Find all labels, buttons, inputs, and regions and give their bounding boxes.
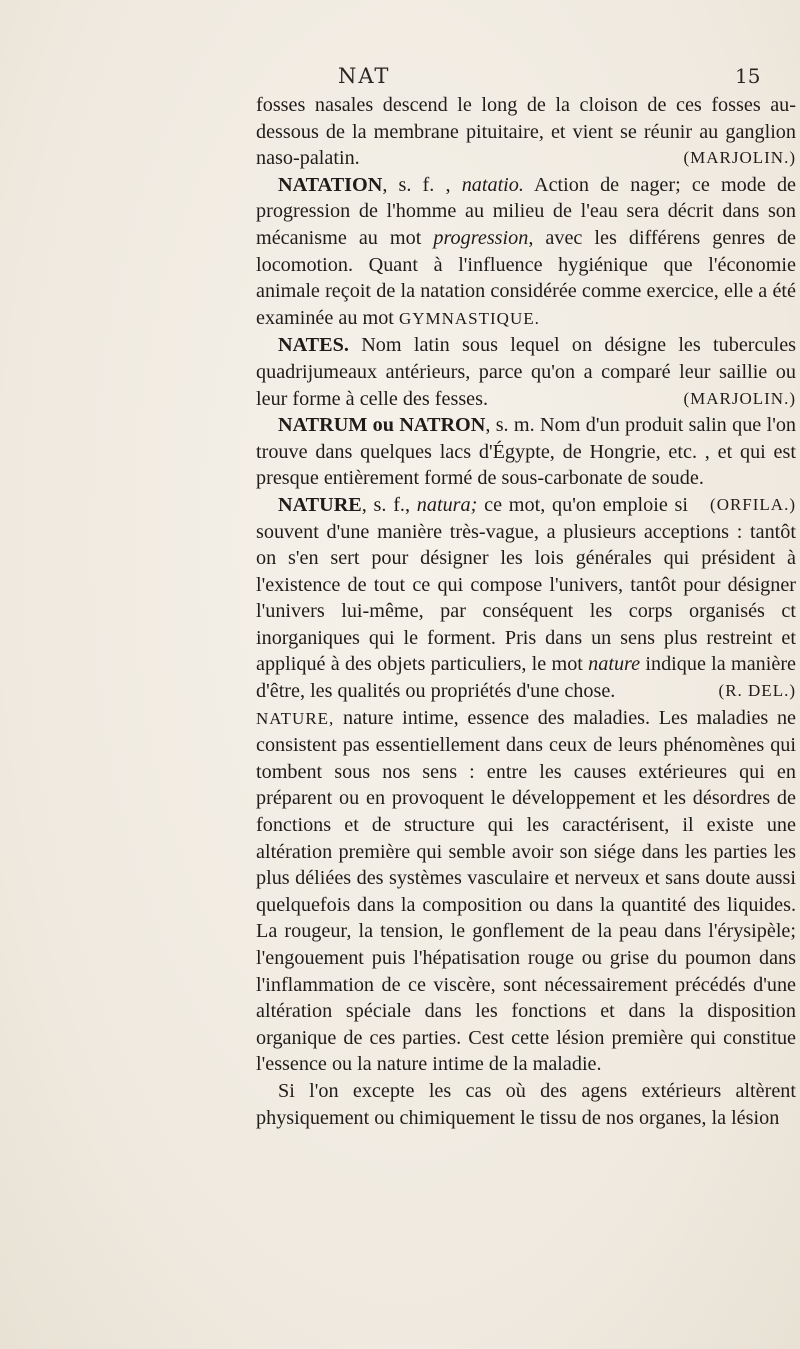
entry-headword: NATES. xyxy=(278,334,349,357)
entry-grammar: , s. f., xyxy=(361,493,411,516)
entry-headword: NATRUM ou NATRON xyxy=(278,414,486,437)
entry-headword: NATURE xyxy=(278,493,362,516)
entry-text: Si l'on excepte les cas où des agens extérieurs altèrent physiquement ou chimiquement le tissu de nos organes, la lésion xyxy=(256,1079,796,1129)
entry-nates xyxy=(256,332,796,412)
entry-latin: natatio. xyxy=(461,173,524,196)
entry-crossref: GYMNASTIQUE. xyxy=(398,308,540,328)
entry-reference: progression xyxy=(433,226,529,249)
entry-subhead: NATURE, xyxy=(256,708,335,728)
entry-author: (R. DEL.) xyxy=(718,681,796,701)
entry-text: Nom d'un produit salin que l'on trouve dans quelques lacs d'Égypte, de Hongrie, etc. , et qui est presque entièrement formé de sous-carbonate de soude. xyxy=(256,414,797,490)
entry-author: (ORFILA.) xyxy=(710,494,796,514)
entry-text: indique la manière d'être, les qualités ou propriétés d'une chose. xyxy=(256,653,796,703)
page-number: 15 xyxy=(735,64,761,88)
entry-final-paragraph xyxy=(256,1078,796,1131)
entry-text: Nom latin sous lequel on désigne les tubercules quadrijumeaux antérieurs, parce qu'on a comparé leur saillie ou leur forme à celle des fesses. xyxy=(256,334,797,410)
entry-headword: NATATION xyxy=(278,173,383,196)
entry-latin: natura; xyxy=(416,493,478,516)
entry-natation xyxy=(256,172,796,333)
entry-word: nature xyxy=(588,653,641,676)
entry-grammar: , s. m. xyxy=(485,414,535,437)
entry-author: (MARJOLIN.) xyxy=(683,148,796,168)
entry-nature-intime xyxy=(256,705,796,1078)
entry-continuation xyxy=(256,92,796,172)
entry-text: ce mot, qu'on emploie si souvent d'une manière très-vague, a plusieurs acceptions : tantôt on s'en sert pour désigner les lois générales qui président à l'existence de tout ce qui compose l'univers, tantôt pour désigner l'univers lui-même, par conséquent les corps organisés ct inorganiques qui le forment. Pris dans un sens plus restreint et appliqué à des objets particuliers, le mot xyxy=(256,493,796,676)
entry-author: (MARJOLIN.) xyxy=(683,388,796,408)
body-text xyxy=(256,92,796,1131)
entry-grammar: , s. f. , xyxy=(382,173,451,196)
entry-nature xyxy=(256,492,796,705)
entry-text: , avec les différens genres de locomotion. Quant à l'influence hygiénique que l'économie animale reçoit de la natation considérée comme exercice, elle a été examinée au mot xyxy=(256,226,797,329)
continuation-text: fosses nasales descend le long de la cloison de ces fosses au-dessous de la membrane pituitaire, et vient se réunir au ganglion naso-palatin. xyxy=(256,94,796,170)
entry-text: Action de nager; ce mode de progression de l'homme au milieu de l'eau sera décrit dans son mécanisme au mot xyxy=(256,173,796,249)
running-head: NAT xyxy=(338,64,391,88)
page-header xyxy=(0,62,800,92)
entry-text: nature intime, essence des maladies. Les maladies ne consistent pas essentiellement dans ceux de leurs phénomènes qui tombent sous nos sens : entre les causes extérieures qui en préparent ou en provoquent le développement et les désordres de fonctions et de structure qui les caractérisent, il existe une altération première qui semble avoir son siége dans les parties les plus déliées des systèmes vasculaire et nerveux et sans doute aussi quelquefois dans la composition ou dans la quantité des liquides. La rougeur, la tension, le gonflement de la peau dans l'érysipèle; l'engouement puis l'hépatisation rouge ou grise du poumon dans l'inflammation de ce viscère, sont nécessairement précédés d'une altération spéciale dans les fonctions et dans la disposition organique de ces parties. Cest cette lésion première qui constitue l'essence ou la nature intime de la maladie. xyxy=(256,706,797,1076)
